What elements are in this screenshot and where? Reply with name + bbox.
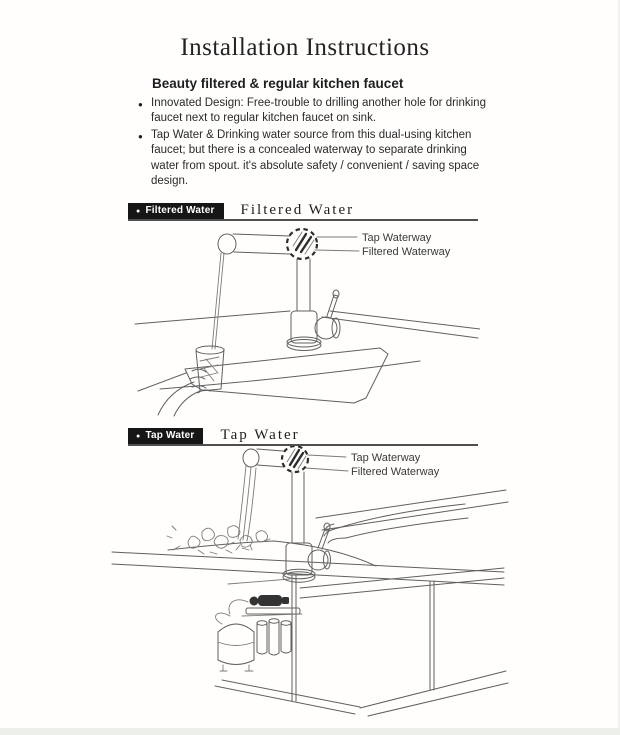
tap-water-diagram: [110, 446, 510, 735]
faucet-drawing: [218, 234, 340, 351]
tap-waterway-label: Tap Waterway: [351, 452, 421, 464]
section-header-tap-water: [128, 424, 478, 446]
section-header-filtered-water: [128, 199, 478, 221]
leader-line: [315, 250, 359, 251]
list-item: [138, 128, 496, 190]
cabinet-drawing: [215, 568, 508, 716]
waterway-detail-circle: [282, 446, 308, 472]
bullet-icon: ●: [138, 100, 143, 109]
badge-bullet-icon: ●: [136, 432, 141, 440]
water-stream: [212, 253, 224, 349]
section-badge: [128, 428, 203, 444]
leader-line: [308, 455, 346, 457]
section-badge: [128, 203, 224, 219]
scan-edge: [0, 728, 620, 735]
filtered-waterway-label: Filtered Waterway: [351, 466, 440, 478]
filtered-water-diagram: [130, 221, 480, 417]
filtered-waterway-label: Filtered Waterway: [362, 246, 451, 258]
page-title: Installation Instructions: [180, 34, 430, 61]
waterway-detail-circle: [287, 229, 317, 259]
section-heading: Filtered Water: [240, 202, 355, 218]
badge-label: Filtered Water: [145, 205, 215, 216]
filter-system-drawing: [216, 595, 302, 671]
callouts: [315, 232, 451, 258]
section-heading: Tap Water: [220, 427, 300, 443]
bullet-icon: ●: [138, 131, 143, 141]
callouts: [306, 452, 440, 478]
feature-list: [138, 96, 496, 190]
leader-line: [306, 468, 348, 471]
hand-drawing: [324, 504, 468, 543]
tap-waterway-label: Tap Waterway: [362, 232, 432, 244]
sink-counter-drawing: [135, 311, 480, 403]
list-item-text: Innovated Design: Free-trouble to drilling another hole for drinking faucet next to regular kitchen faucet on sink.: [151, 97, 486, 125]
vegetables-drawing: [167, 526, 270, 554]
page-subtitle: Beauty filtered & regular kitchen faucet: [152, 76, 404, 91]
list-item-text: Tap Water & Drinking water source from this dual-using kitchen faucet; but there is a concealed waterway to separate drinking water from spout. it's absolute safety / convenient / saving space design.: [151, 128, 480, 188]
list-item: [138, 96, 496, 127]
badge-label: Tap Water: [145, 430, 195, 441]
badge-bullet-icon: ●: [136, 207, 141, 215]
